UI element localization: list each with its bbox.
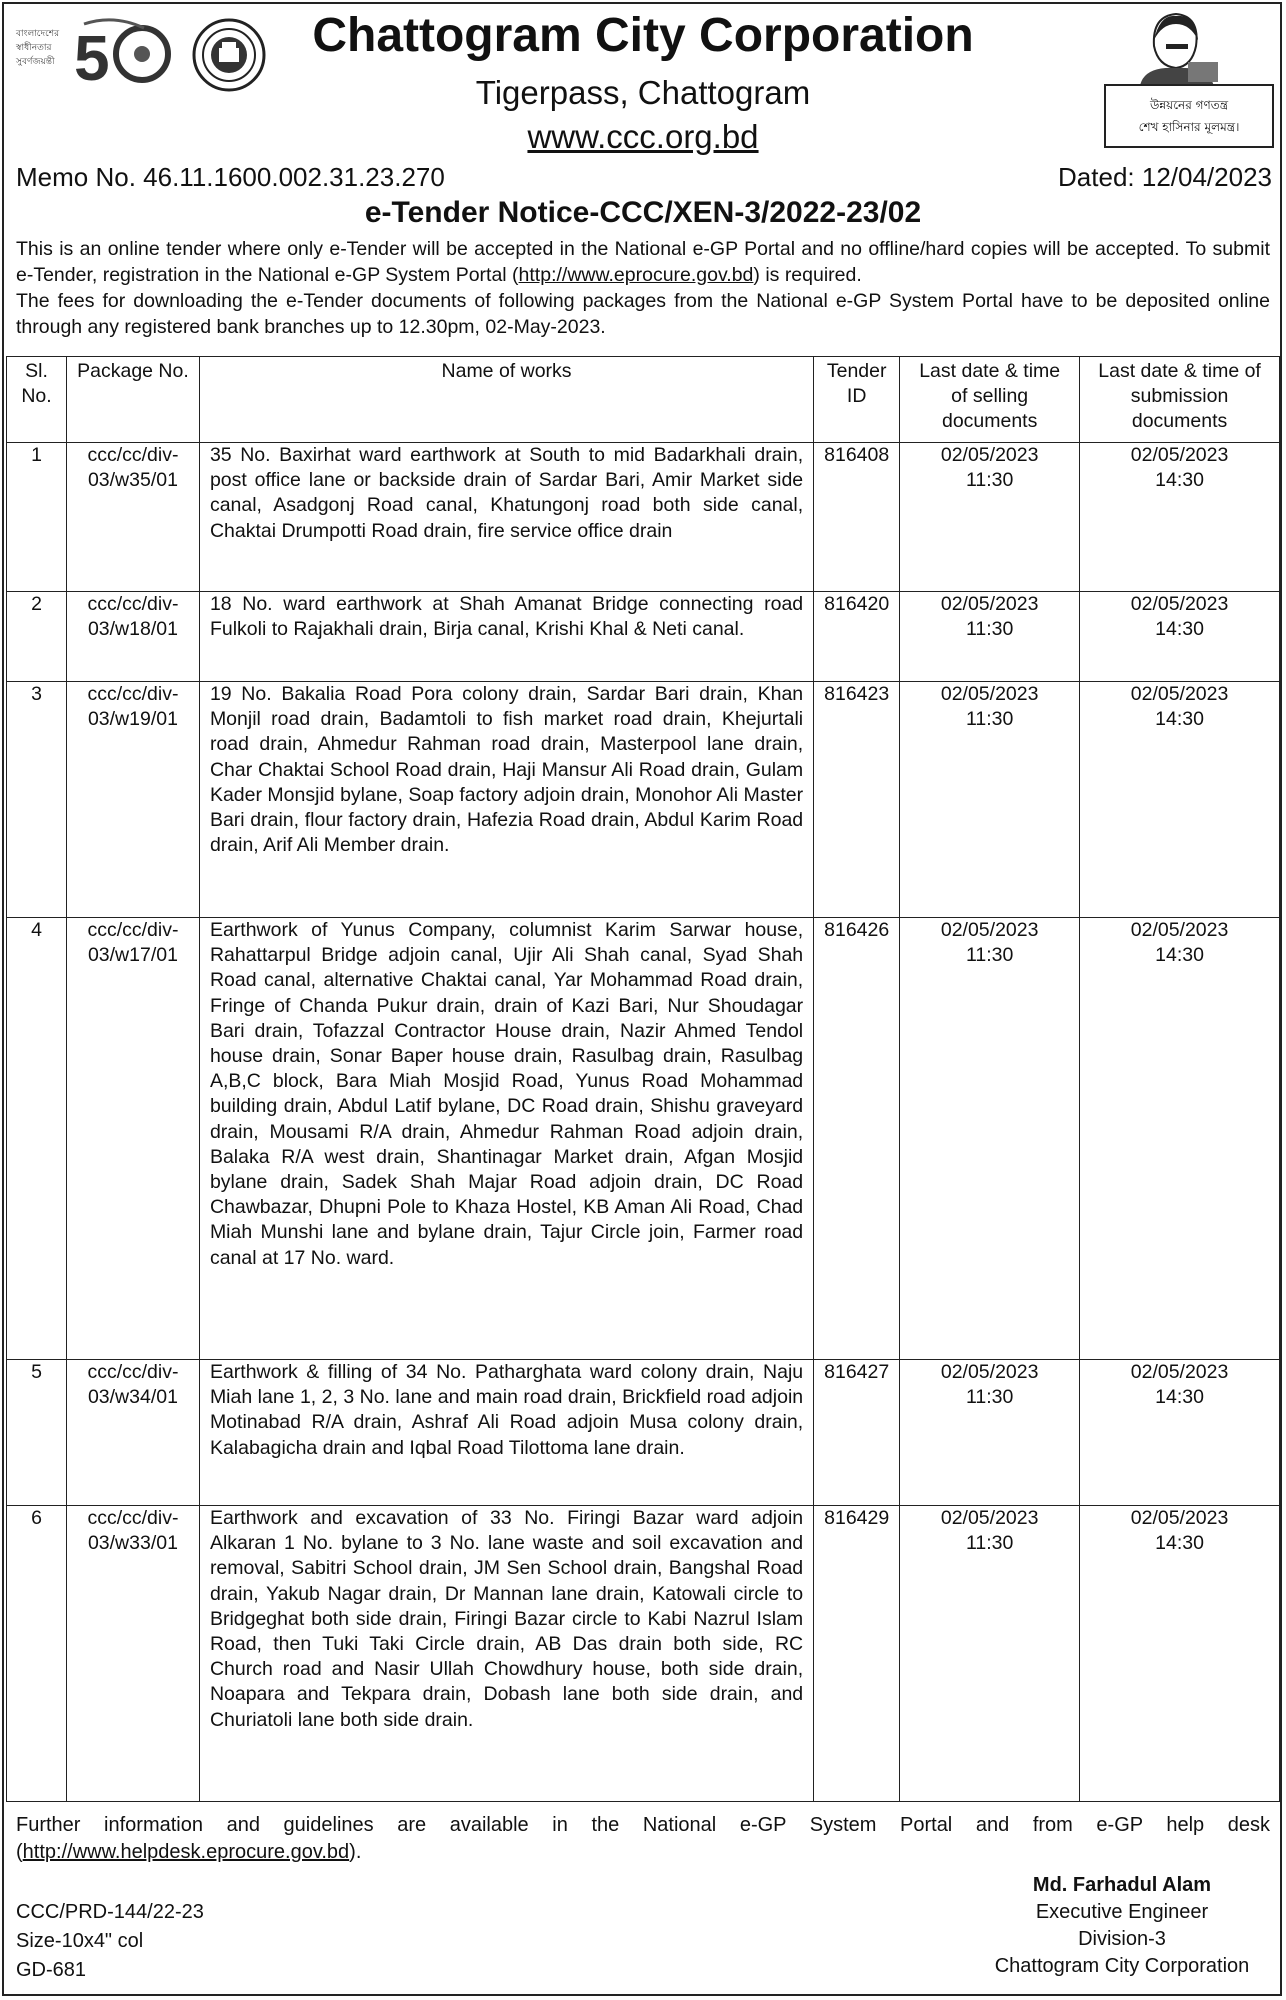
svg-text:স্বাধীনতার: স্বাধীনতার bbox=[16, 43, 52, 53]
selling-time: 11:30 bbox=[965, 944, 1014, 967]
cell-sl: 3 bbox=[7, 682, 67, 918]
submission-date: 02/05/2023 bbox=[1130, 683, 1229, 705]
submission-date: 02/05/2023 bbox=[1130, 1507, 1229, 1529]
cell-works: Earthwork of Yunus Company, columnist Karim Sarwar house, Rahattarpul Bridge adjoin canal, Ujir Ali Shah canal, Syad Shah Road canal, alternative Chaktai canal, Yar Mohammad Road drain, Fringe of Chanda Pukur drain, drain of Kazi Bari, Nur Shoudagar Bari drain, Tofazzal Contractor House drain, Nazir Ahmed Tendol house drain, Sonar Baper house drain, Rasulbag drain, Rasulbag A,B,C block, Bara Miah Mosjid Road, Yunus Road Mohammad building drain, Abdul Latif bylane, DC Road drain, Shishu graveyard drain, Mousami R/A drain, Ahmedur Rahman Road adjoin drain, Balaka R/A west drain, Shantinagar Market drain, Afgan Mosjid bylane drain, Sadek Shah Majar Road adjoin drain, DC Road Chawbazar, Dhupni Pole to Khaza Hostel, KB Aman Ali Road, Chad Miah Munshi lane and bylane drain, Tajur Circle join, Farmer road canal at 17 No. ward. bbox=[199, 918, 813, 1360]
signatory-name: Md. Farhadul Alam bbox=[1032, 1874, 1212, 1896]
cell-submission bbox=[1080, 443, 1280, 592]
selling-date: 02/05/2023 bbox=[940, 683, 1039, 705]
signature-block bbox=[972, 1872, 1272, 1980]
submission-date: 02/05/2023 bbox=[1130, 919, 1229, 941]
organization-address: Tigerpass, Chattogram bbox=[475, 74, 811, 111]
tender-table bbox=[6, 356, 1280, 1802]
cell-selling bbox=[900, 1506, 1080, 1802]
reference-codes bbox=[16, 1898, 204, 1985]
selling-date: 02/05/2023 bbox=[940, 1361, 1039, 1383]
cell-sl: 1 bbox=[7, 443, 67, 592]
cell-package: ccc/cc/div-03/w35/01 bbox=[66, 443, 199, 592]
cell-tender-id: 816423 bbox=[814, 682, 900, 918]
cell-sl: 2 bbox=[7, 592, 67, 682]
cell-tender-id: 816429 bbox=[814, 1506, 900, 1802]
table-row bbox=[7, 443, 1280, 592]
cell-package: ccc/cc/div-03/w19/01 bbox=[66, 682, 199, 918]
cell-package: ccc/cc/div-03/w33/01 bbox=[66, 1506, 199, 1802]
cell-submission bbox=[1080, 592, 1280, 682]
reference-prd: CCC/PRD-144/22-23 bbox=[16, 1901, 204, 1923]
cell-works: 19 No. Bakalia Road Pora colony drain, Sardar Bari drain, Khan Monjil road drain, Badamtoli to fish market road drain, Khejurtali road drain, Ahmedur Rahman road drain, Masterpool lane drain, Char Chaktai School Road drain, Haji Mansur Ali Road drain, Gulam Kader Monsjid bylane, Soap factory adjoin drain, Monohor Ali Master Bari drain, flour factory drain, Hafezia Road drain, Abdul Karim Road drain, Arif Ali Member drain. bbox=[199, 682, 813, 918]
cell-package: ccc/cc/div-03/w17/01 bbox=[66, 918, 199, 1360]
helpdesk-link[interactable]: http://www.helpdesk.eprocure.gov.bd bbox=[22, 1841, 350, 1863]
header-sl: Sl. No. bbox=[7, 357, 67, 443]
header-works: Name of works bbox=[199, 357, 813, 443]
selling-time: 11:30 bbox=[965, 1386, 1014, 1409]
signatory-title: Executive Engineer bbox=[1035, 1901, 1209, 1923]
cell-selling bbox=[900, 592, 1080, 682]
submission-time: 14:30 bbox=[1155, 708, 1204, 731]
intro-text bbox=[16, 236, 1270, 340]
intro-paragraph-2: The fees for downloading the e-Tender documents of following packages from the National e-GP System Portal have to be deposited online through any registered bank branches up to 12.30pm, 02-May-2023. bbox=[16, 290, 1270, 338]
submission-time: 14:30 bbox=[1155, 944, 1204, 967]
cell-tender-id: 816427 bbox=[814, 1360, 900, 1506]
cell-selling bbox=[900, 918, 1080, 1360]
cell-works: Earthwork and excavation of 33 No. Firingi Bazar ward adjoin Alkaran 1 No. bylane to 3 No. lane waste and soil excavation and removal, Sabitri School drain, JM Sen School drain, Bangshal Road drain, Yakub Nagar drain, Dr Mannan lane drain, Katowali circle to Bridgeghat both side drain, Firingi Bazar circle to Kabi Nazrul Islam Road, then Tuki Taki Circle drain, AB Das drain both side, RC Church road and Nasir Ullah Chowdhury house, both side drain, Noapara and Tekpara drain, Dobash lane both side drain, and Churiatoli lane both side drain. bbox=[199, 1506, 813, 1802]
organization-website-link[interactable]: www.ccc.org.bd bbox=[527, 118, 759, 155]
cell-submission bbox=[1080, 918, 1280, 1360]
submission-time: 14:30 bbox=[1155, 1532, 1204, 1555]
cell-works: Earthwork & filling of 34 No. Patharghata ward colony drain, Naju Miah lane 1, 2, 3 No. lane and main road drain, Brickfield road adjoin Motinabad R/A drain, Ashraf Ali Road adjoin Musa colony drain, Kalabagicha drain and Iqbal Road Tilottoma lane drain. bbox=[199, 1360, 813, 1506]
header-package: Package No. bbox=[66, 357, 199, 443]
slogan-line-2: শেখ হাসিনার মূলমন্ত্র। bbox=[1138, 120, 1240, 134]
further-text-b: ). bbox=[349, 1841, 362, 1863]
cell-works: 35 No. Baxirhat ward earthwork at South to mid Badarkhali drain, post office lane or backside drain of Sardar Bari, Amir Market side canal, Asadgonj Road canal, Khatungonj road both side canal, Chaktai Drumpotti Road drain, fire service office drain bbox=[199, 443, 813, 592]
cell-package: ccc/cc/div-03/w34/01 bbox=[66, 1360, 199, 1506]
cell-package: ccc/cc/div-03/w18/01 bbox=[66, 592, 199, 682]
intro-text-b: ) is required. bbox=[753, 264, 862, 286]
submission-date: 02/05/2023 bbox=[1130, 593, 1229, 615]
table-row bbox=[7, 592, 1280, 682]
notice-date: Dated: 12/04/2023 bbox=[1058, 162, 1272, 192]
cell-sl: 6 bbox=[7, 1506, 67, 1802]
cell-sl: 4 bbox=[7, 918, 67, 1360]
selling-time: 11:30 bbox=[965, 1532, 1014, 1555]
notice-title: e-Tender Notice-CCC/XEN-3/2022-23/02 bbox=[364, 196, 922, 229]
header-tender-id: Tender ID bbox=[814, 357, 900, 443]
further-text-a: Further information and guidelines are available in the National e-GP System Portal and from e-GP help desk ( bbox=[16, 1814, 1270, 1863]
selling-date: 02/05/2023 bbox=[940, 593, 1039, 615]
cell-selling bbox=[900, 682, 1080, 918]
table-row bbox=[7, 1360, 1280, 1506]
svg-text:বাংলাদেশের: বাংলাদেশের bbox=[16, 29, 60, 39]
cell-selling bbox=[900, 443, 1080, 592]
memo-number: Memo No. 46.11.1600.002.31.23.270 bbox=[16, 162, 445, 192]
cell-works: 18 No. ward earthwork at Shah Amanat Bridge connecting road Fulkoli to Rajakhali drain, Birja canal, Krishi Khal & Neti canal. bbox=[199, 592, 813, 682]
intro-text-a: This is an online tender where only e-Tender will be accepted in the National e-GP Portal and no offline/hard copies will be accepted. To submit e-Tender, registration in the National e-GP System Portal ( bbox=[16, 238, 1270, 286]
reference-gd: GD-681 bbox=[16, 1959, 87, 1981]
signatory-organization: Chattogram City Corporation bbox=[994, 1955, 1250, 1977]
submission-time: 14:30 bbox=[1155, 618, 1204, 641]
eprocure-link[interactable]: http://www.eprocure.gov.bd bbox=[518, 264, 754, 286]
table-row bbox=[7, 918, 1280, 1360]
cell-tender-id: 816408 bbox=[814, 443, 900, 592]
svg-text:সুবর্ণজয়ন্তী: সুবর্ণজয়ন্তী bbox=[16, 57, 55, 67]
selling-time: 11:30 bbox=[965, 708, 1014, 731]
further-information bbox=[16, 1812, 1270, 1866]
signatory-division: Division-3 bbox=[1078, 1928, 1166, 1950]
cell-submission bbox=[1080, 1506, 1280, 1802]
slogan-line-1: উন্নয়নের গণতন্ত্র bbox=[1149, 98, 1229, 112]
selling-time: 11:30 bbox=[965, 469, 1014, 492]
submission-date: 02/05/2023 bbox=[1130, 444, 1229, 466]
selling-date: 02/05/2023 bbox=[940, 444, 1039, 466]
header-selling: Last date & time of selling documents bbox=[900, 357, 1080, 443]
svg-text:5: 5 bbox=[74, 22, 110, 90]
cell-tender-id: 816426 bbox=[814, 918, 900, 1360]
submission-time: 14:30 bbox=[1155, 1386, 1204, 1409]
table-row bbox=[7, 682, 1280, 918]
table-row bbox=[7, 1506, 1280, 1802]
cell-tender-id: 816420 bbox=[814, 592, 900, 682]
intro-paragraph-1 bbox=[16, 236, 1270, 288]
organization-title: Chattogram City Corporation bbox=[312, 9, 974, 62]
selling-date: 02/05/2023 bbox=[940, 1507, 1039, 1529]
cell-selling bbox=[900, 1360, 1080, 1506]
cell-submission bbox=[1080, 1360, 1280, 1506]
selling-time: 11:30 bbox=[965, 618, 1014, 641]
submission-date: 02/05/2023 bbox=[1130, 1361, 1229, 1383]
submission-time: 14:30 bbox=[1155, 469, 1204, 492]
header-submission: Last date & time of submission documents bbox=[1080, 357, 1280, 443]
cell-submission bbox=[1080, 682, 1280, 918]
reference-size: Size-10x4" col bbox=[16, 1930, 144, 1952]
cell-sl: 5 bbox=[7, 1360, 67, 1506]
table-header-row bbox=[7, 357, 1280, 443]
selling-date: 02/05/2023 bbox=[940, 919, 1039, 941]
